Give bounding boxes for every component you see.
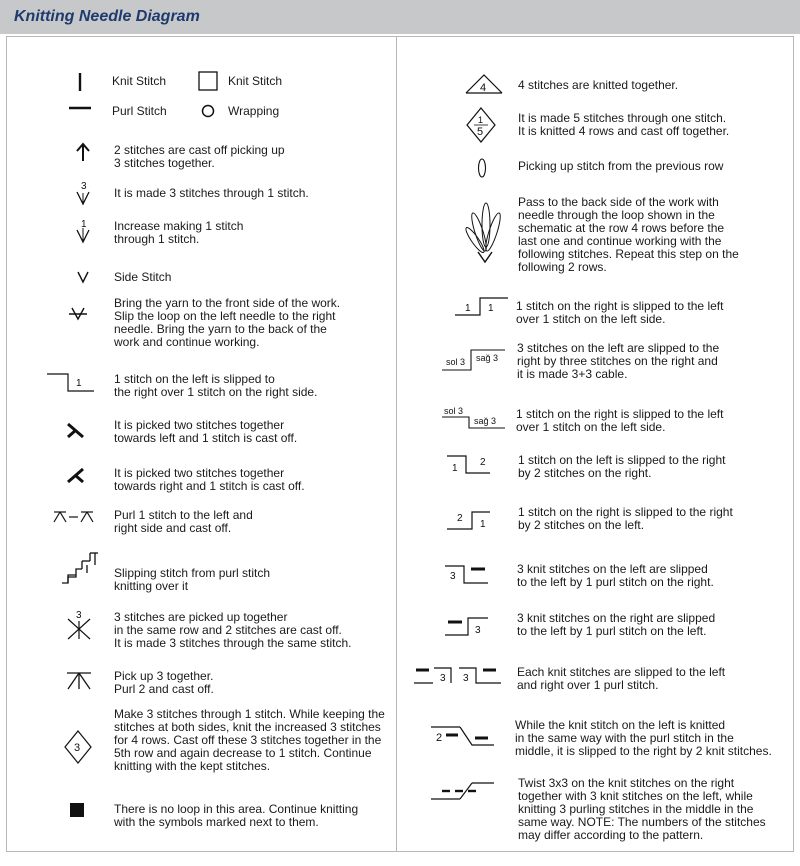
page-title: Knitting Needle Diagram	[14, 8, 200, 25]
knit-purl-slant-icon	[430, 724, 496, 748]
cross-right-over-left-icon	[454, 294, 510, 318]
right-entry-text: 1 stitch on the right is slipped to the left over 1 stitch on the left side.	[516, 299, 724, 326]
legend-wrapping: Wrapping	[228, 104, 280, 118]
twist-3x3-icon	[430, 780, 496, 802]
left-entry-text: 3 stitches are picked up together in the same row and 2 stitches are cast off. It is made 3 stitches through the same stitch.	[114, 610, 352, 650]
right-entry-text: 3 stitches on the left are slipped to the right by three stitches on the right and it is made 3+3 cable.	[517, 341, 720, 381]
symbol-number: 2	[457, 513, 463, 524]
symbol-number: 1	[76, 378, 82, 389]
leaf-cluster-icon	[465, 200, 505, 266]
symbol-number: 3	[463, 673, 469, 684]
left-entry-text: There is no loop in this area. Continue knitting with the symbols marked next to them.	[114, 802, 359, 829]
right-entry-text: 1 stitch on the right is slipped to the left over 1 stitch on the left side.	[516, 407, 724, 434]
symbol-number: 1	[81, 219, 87, 230]
symbol-number: 3	[76, 610, 82, 621]
cable-3-3-reverse-icon	[441, 404, 507, 430]
symbol-number: sol 3	[444, 406, 464, 416]
column-divider	[396, 36, 397, 852]
left-entry-text: It is picked two stitches together towards left and 1 stitch is cast off.	[114, 418, 298, 445]
decrease-right-icon	[66, 466, 86, 484]
legend-knit-stitch-box: Knit Stitch	[228, 74, 283, 88]
left-entry-text: Pick up 3 together. Purl 2 and cast off.	[114, 669, 214, 696]
right-entry-text: 4 stitches are knitted together.	[518, 78, 679, 92]
cast-off-up-arrow-icon	[75, 142, 91, 162]
diamond-three-icon	[64, 730, 92, 764]
right-entry-text: Each knit stitches are slipped to the left and right over 1 purl stitch.	[517, 665, 726, 692]
symbol-number: 2	[480, 457, 486, 468]
symbol-number: 3	[74, 742, 81, 754]
symbol-number: 1	[480, 519, 486, 530]
symbol-number: 2	[436, 732, 443, 744]
symbol-number: sağ 3	[476, 353, 499, 363]
slip-stitch-steps-icon	[60, 551, 100, 585]
symbol-number: 3	[450, 571, 456, 582]
cross-two-over-one-icon	[446, 508, 492, 532]
symbol-number: 5	[477, 126, 484, 138]
oval-pickup-icon	[477, 157, 487, 179]
increase-three-icon	[74, 180, 92, 206]
left-entry-text: Side Stitch	[114, 270, 172, 284]
four-together-icon	[465, 73, 503, 95]
three-together-cross-icon	[66, 609, 92, 641]
decrease-left-icon	[66, 421, 86, 439]
symbol-number: 1	[478, 115, 484, 125]
no-stitch-square-icon	[70, 803, 84, 817]
left-entry-text: Slipping stitch from purl stitch knitting over it	[114, 566, 271, 593]
right-entry-text: Pass to the back side of the work with needle through the loop shown in the schematic at the row 4 rows before the last one and continue working with the following stitches. Repeat this step on the following 2 rows.	[518, 195, 739, 274]
left-entry-text: Purl 1 stitch to the left and right side and cast off.	[114, 508, 253, 535]
legend-purl-stitch: Purl Stitch	[112, 104, 167, 118]
left-entry-text: It is picked two stitches together towards right and 1 stitch is cast off.	[114, 466, 305, 493]
right-entry-text: 3 knit stitches on the left are slipped to the left by 1 purl stitch on the right.	[517, 562, 714, 589]
side-stitch-icon	[76, 270, 90, 284]
cross-left-over-right-icon	[46, 370, 96, 394]
symbol-number: 1	[465, 303, 471, 314]
knit-both-over-purl-icon	[413, 664, 503, 686]
purl-cast-off-icon	[52, 510, 96, 524]
right-entry-text: It is made 5 stitches through one stitch. It is knitted 4 rows and cast off together.	[518, 111, 730, 138]
knit-stitch-line-icon	[74, 72, 86, 92]
wrapping-icon	[201, 104, 215, 118]
symbol-number: 4	[480, 82, 487, 94]
symbol-number: 3	[440, 673, 446, 684]
cross-one-over-two-icon	[446, 452, 492, 476]
increase-one-icon	[74, 218, 92, 244]
legend-knit-stitch-line: Knit Stitch	[112, 74, 167, 88]
diamond-five-icon	[466, 107, 496, 143]
left-entry-text: Increase making 1 stitch through 1 stitch.	[114, 219, 244, 246]
cable-3-3-icon	[441, 346, 507, 372]
right-entry-text: While the knit stitch on the left is knitted in the same way with the purl stitch in the middle, it is slipped to the right by 2 knit stitches.	[515, 718, 772, 758]
symbol-number: 1	[488, 303, 494, 314]
left-entry-text: 2 stitches are cast off picking up 3 stitches together.	[114, 143, 285, 170]
right-entry-text: 1 stitch on the left is slipped to the right by 2 stitches on the right.	[518, 453, 726, 480]
symbol-number: 3	[81, 181, 87, 192]
left-entry-text: It is made 3 stitches through 1 stitch.	[114, 186, 309, 200]
symbol-number: 3	[475, 625, 481, 636]
symbol-number: sol 3	[446, 357, 466, 367]
pick-up-three-icon	[66, 671, 92, 691]
symbol-number: 1	[452, 463, 458, 474]
right-entry-text: Twist 3x3 on the knit stitches on the right together with 3 knit stitches on the left, while knitting 3 purling stitches in the middle in the same way. NOTE: The numbers of the stitches may differ according to the pattern.	[518, 776, 766, 842]
knit-over-purl-right-icon	[444, 614, 490, 638]
left-entry-text: Make 3 stitches through 1 stitch. While keeping the stitches at both sides, knit the increased 3 stitches for 4 rows. Cast off these 3 stitches together in the 5th row and again decrease to 1 stitch. Continue knitting with the kept stitches.	[114, 707, 385, 773]
yarn-front-icon	[68, 306, 88, 322]
header-bar	[0, 0, 800, 34]
purl-stitch-icon	[68, 104, 92, 112]
knit-over-purl-left-icon	[444, 562, 490, 586]
knit-stitch-box-icon	[198, 71, 218, 91]
left-entry-text: Bring the yarn to the front side of the work. Slip the loop on the left needle to the right needle. Bring the yarn to the back of the work and continue working.	[114, 296, 341, 349]
right-entry-text: 1 stitch on the right is slipped to the right by 2 stitches on the left.	[518, 505, 733, 532]
left-entry-text: 1 stitch on the left is slipped to the right over 1 stitch on the right side.	[114, 372, 318, 399]
symbol-number: sağ 3	[474, 416, 497, 426]
right-entry-text: Picking up stitch from the previous row	[518, 159, 724, 173]
right-entry-text: 3 knit stitches on the right are slipped to the left by 1 purl stitch on the left.	[517, 611, 716, 638]
